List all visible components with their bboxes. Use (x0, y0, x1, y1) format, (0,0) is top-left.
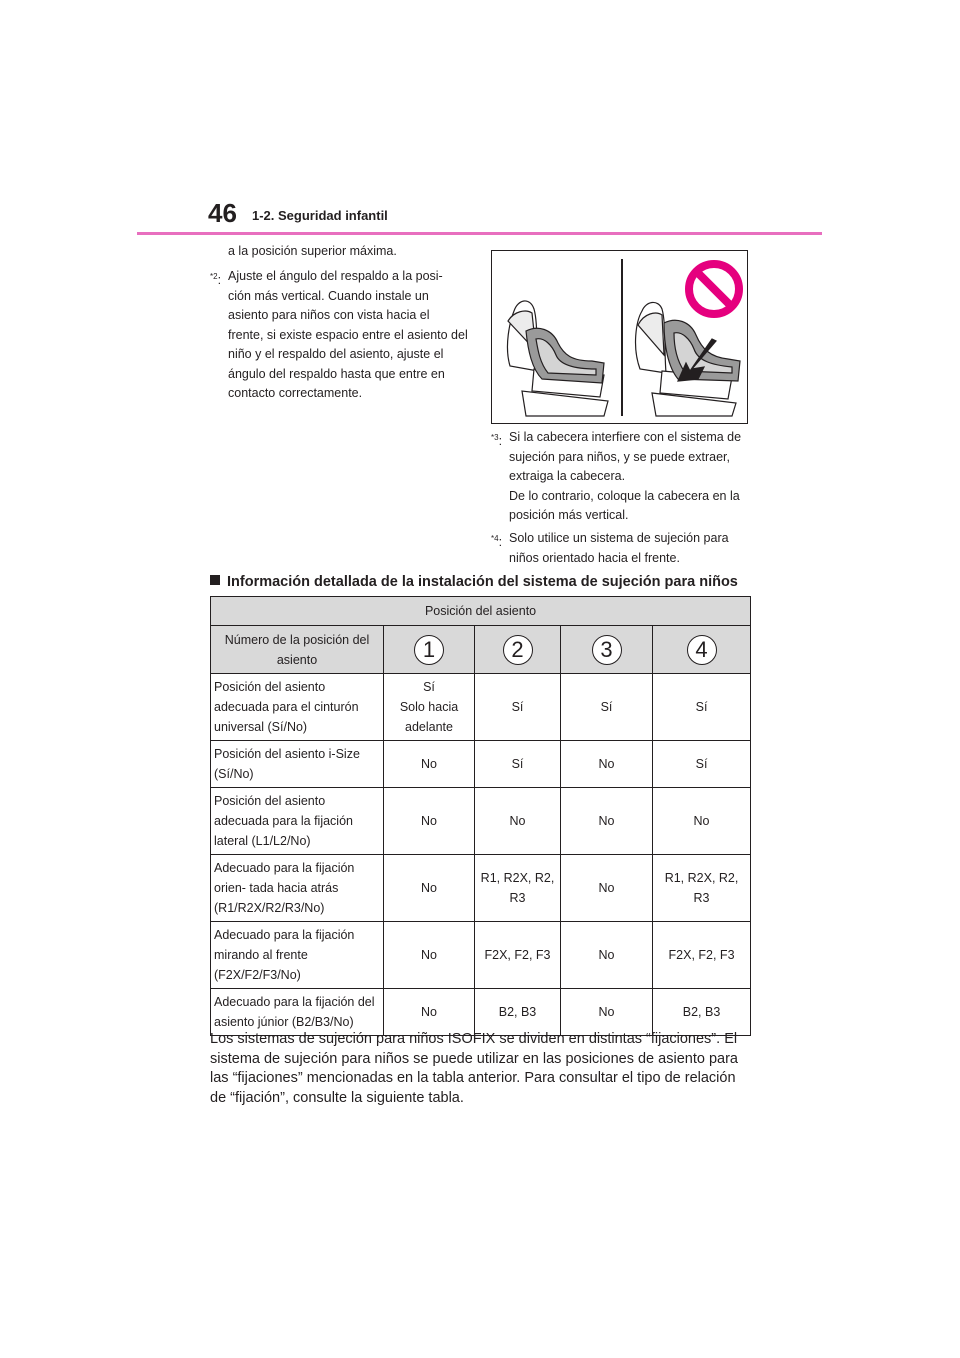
row-value-2: Sí (475, 674, 561, 741)
table-row (211, 674, 751, 741)
row-value-1: No (384, 922, 475, 989)
table-row (211, 788, 751, 855)
table-row (211, 922, 751, 989)
row-value-4: No (653, 788, 751, 855)
row-value-2: No (475, 788, 561, 855)
note-2-mark: $^{*2}$: (210, 272, 222, 287)
row-value-1-note: Solo hacia adelante (399, 700, 459, 734)
table-row (211, 855, 751, 922)
table-position-row (211, 626, 751, 674)
row-label: Posición del asiento adecuada para el cinturón universal (Sí/No) (211, 674, 384, 741)
section-heading-text: Información detallada de la instalación del sistema de sujeción para niños (227, 574, 738, 590)
note-3 (491, 428, 749, 526)
note-3-mark: $^{*3}$: (491, 433, 503, 448)
prohibition-icon (689, 264, 739, 314)
row-value-2: F2X, F2, F3 (475, 922, 561, 989)
row-value-1: No (384, 741, 475, 788)
note-1-continuation (228, 242, 478, 262)
row-value-3: No (561, 788, 653, 855)
position-4-icon: 4 (687, 635, 717, 665)
table-row (211, 741, 751, 788)
row-value-4: B2, B3 (653, 989, 751, 1036)
page-number: 46 (208, 198, 237, 228)
position-number-label: Número de la posición del asiento (211, 626, 384, 674)
child-seat-incorrect-icon (636, 302, 740, 416)
row-value-1: No (384, 788, 475, 855)
position-2-icon: 2 (503, 635, 533, 665)
row-value-1: No (384, 989, 475, 1036)
child-seat-figure (491, 250, 748, 424)
child-seat-correct-icon (507, 301, 608, 416)
row-label: Adecuado para la fijación orien- tada hacia atrás (R1/R2X/R2/R3/No) (211, 855, 384, 922)
note-1-text: a la posición superior máxima. (228, 244, 397, 258)
row-value-1 (384, 674, 475, 741)
row-value-2: Sí (475, 741, 561, 788)
row-value-2: R1, R2X, R2, R3 (475, 855, 561, 922)
row-label: Adecuado para la fijación mirando al frente (F2X/F2/F3/No) (211, 922, 384, 989)
position-3-icon: 3 (592, 635, 622, 665)
child-seat-illustration (492, 251, 747, 423)
isofix-table (210, 596, 751, 1036)
table-title-row (211, 597, 751, 626)
note-4 (491, 529, 749, 568)
section-title: 1-2. Seguridad infantil (252, 208, 388, 223)
table-title: Posición del asiento (211, 597, 751, 626)
row-value-3: No (561, 741, 653, 788)
note-4-mark: $^{*4}$: (491, 534, 503, 549)
note-3-text: Si la cabecera interfiere con el sistema de sujeción para niños, y se puede extraer, extraiga la cabecera. (509, 430, 742, 483)
row-label: Adecuado para la fijación del asiento júnior (B2/B3/No) (211, 989, 384, 1036)
note-4-text: Solo utilice un sistema de sujeción para niños orientado hacia el frente. (509, 531, 729, 565)
row-value-3: No (561, 922, 653, 989)
row-value-4: Sí (653, 741, 751, 788)
position-1-icon: 1 (414, 635, 444, 665)
row-value-4: Sí (653, 674, 751, 741)
section-heading (210, 573, 738, 591)
row-value-2: B2, B3 (475, 989, 561, 1036)
row-value-1: No (384, 855, 475, 922)
heading-bullet-icon (210, 575, 220, 585)
note-3-text-2: De lo contrario, coloque la cabecera en la posición más vertical. (509, 488, 740, 522)
row-value-1-main: Sí (423, 680, 435, 694)
isofix-paragraph: Los sistemas de sujeción para niños ISOFIX se dividen en distintas “fijaciones”. El sistema de sujeción para niños se puede utilizar en las posiciones de asiento para las “fijaciones” mencionadas en la tabla anterior. Para consultar el tipo de relación de “fijación”, consulte la siguiente tabla. (210, 1031, 738, 1106)
note-2-text: Ajuste el ángulo del respaldo a la posi- ción más vertical. Cuando instale un asiento para niños con vista hacia el frente, si existe espacio entre el asiento del niño y el respaldo del asiento, ajuste el ángulo del respaldo hasta que entre en contacto correctamente. (228, 269, 468, 400)
note-2 (210, 267, 468, 404)
row-value-4: F2X, F2, F3 (653, 922, 751, 989)
row-value-3: No (561, 989, 653, 1036)
row-label: Posición del asiento i-Size (Sí/No) (211, 741, 384, 788)
row-value-4: R1, R2X, R2, R3 (653, 855, 751, 922)
row-value-3: Sí (561, 674, 653, 741)
row-value-3: No (561, 855, 653, 922)
header-rule (137, 232, 822, 235)
row-label: Posición del asiento adecuada para la fijación lateral (L1/L2/No) (211, 788, 384, 855)
table-row (211, 989, 751, 1036)
